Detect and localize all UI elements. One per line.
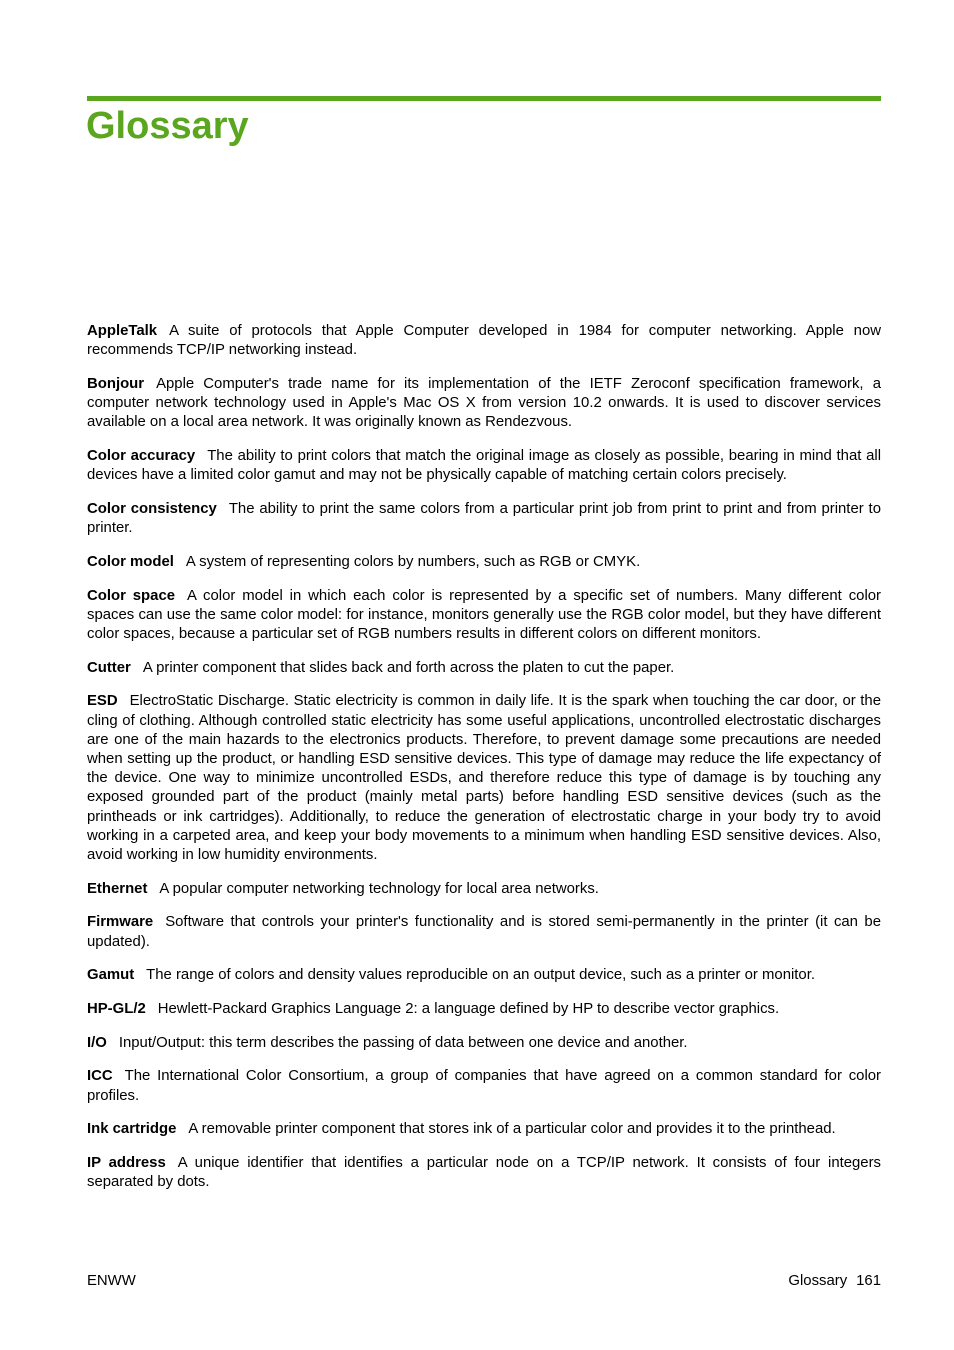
glossary-definition: Hewlett-Packard Graphics Language 2: a language defined by HP to describe vector graphics. [157,1000,780,1017]
glossary-definition: The ability to print colors that match the original image as closely as possible, bearing in mind that all devices have a limited color gamut and may not be physically capable of matching certain colors precisely. [87,448,882,484]
glossary-entry [87,587,881,645]
glossary-entry [87,966,881,985]
glossary-definition: A unique identifier that identifies a particular node on a TCP/IP network. It consists of four integers separated by dots. [87,1155,881,1191]
glossary-term: Gamut [87,967,135,984]
glossary-entry [87,553,881,572]
glossary-term: Color space [87,587,176,604]
glossary-entry [87,1000,881,1019]
glossary-entry [87,1120,881,1139]
glossary-definition: ElectroStatic Discharge. Static electricity is common in daily life. It is the spark when touching the car door, or the cling of clothing. Although controlled static electricity has some useful applications, uncontrolled electrostatic discharges are one of the main hazards to the electronics products. Therefore, to prevent damage some precautions are needed when setting up the product, or handling ESD sensitive devices. This type of damage may reduce the life expectancy of the device. One way to minimize uncontrolled ESDs, and therefore reduce this type of damage is by touching any exposed grounded part of the product (mainly metal parts) before handling ESD sensitive devices (such as the printheads or ink cartridges). Additionally, to reduce the generation of electrostatic charge in your body try to avoid working in a carpeted area, and keep your body movements to a minimum when handling ESD sensitive devices. Also, avoid working in low humidity environments. [87,693,881,863]
glossary-definition: The ability to print the same colors from a particular print job from print to print and from printer to printer. [87,500,881,537]
glossary-definition: Apple Computer's trade name for its implementation of the IETF Zeroconf specification framework, a computer network technology used in Apple's Mac OS X from version 10.2 onwards. It is used to discover services available on a local area network. It was originally known as Rendezvous. [87,375,881,431]
glossary-definition: A color model in which each color is represented by a specific set of numbers. Many different color spaces can use the same color model: for instance, monitors generally use the RGB color model, but they have different color spaces, because a particular set of RGB numbers results in different colors on different monitors. [87,587,881,642]
glossary-definition: A system of representing colors by numbers, such as RGB or CMYK. [185,553,641,570]
glossary-term: Color consistency [87,500,217,517]
footer-left: ENWW [87,1273,136,1289]
glossary-definition: The International Color Consortium, a group of companies that have agreed on a common standard for color profiles. [87,1068,881,1104]
glossary-term: I/O [87,1034,107,1051]
glossary-term: HP-GL/2 [87,1000,146,1017]
glossary-term: Color model [87,553,174,570]
glossary-term: ICC [87,1068,113,1085]
glossary-term: IP address [87,1155,166,1171]
glossary-entry [87,913,881,951]
glossary-list [87,322,881,1207]
page-title: Glossary [86,105,249,147]
glossary-term: Bonjour [87,375,145,392]
footer-section: Glossary [788,1273,848,1289]
glossary-entry [87,500,881,538]
footer-right [788,1272,881,1291]
glossary-entry [87,375,881,433]
glossary-entry [87,1067,881,1105]
glossary-definition: The range of colors and density values reproducible on an output device, such as a printer or monitor. [146,967,815,984]
glossary-entry [87,1034,881,1053]
glossary-definition: Input/Output: this term describes the passing of data between one device and another. [118,1034,688,1051]
glossary-entry [87,880,881,899]
glossary-entry [87,659,881,678]
glossary-definition: A printer component that slides back and forth across the platen to cut the paper. [142,659,675,676]
glossary-entry [87,322,881,360]
glossary-term: Ink cartridge [87,1121,177,1138]
glossary-entry [87,1154,881,1192]
glossary-definition: A suite of protocols that Apple Computer developed in 1984 for computer networking. Apple now recommends TCP/IP networking instead. [87,323,881,359]
glossary-term: Cutter [87,659,131,676]
page-number: 161 [856,1273,881,1289]
glossary-entry [87,447,881,485]
glossary-term: Color accuracy [87,448,196,465]
glossary-entry [87,692,881,865]
glossary-definition: Software that controls your printer's functionality and is stored semi-permanently in the printer (it can be updated). [87,914,881,950]
glossary-term: AppleTalk [87,323,158,339]
glossary-term: ESD [87,693,118,710]
glossary-definition: A popular computer networking technology for local area networks. [159,880,599,897]
glossary-definition: A removable printer component that stores ink of a particular color and provides it to the printhead. [188,1121,836,1138]
glossary-term: Ethernet [87,880,148,897]
glossary-term: Firmware [87,914,154,931]
